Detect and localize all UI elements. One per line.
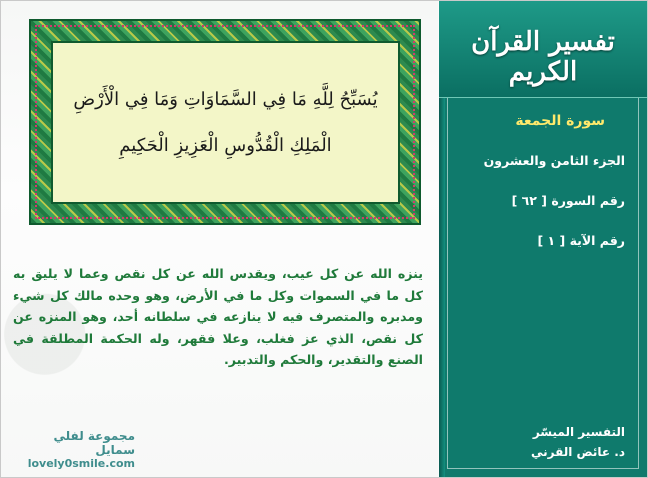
- surah-name: سورة الجمعة: [515, 113, 605, 129]
- verse-line-1: يُسَبِّحُ لِلَّهِ مَا فِي السَّمَاوَاتِ وَمَا فِي الْأَرْضِ: [73, 89, 378, 110]
- surah-number: رقم السورة [ ٦٢ ]: [511, 193, 625, 208]
- verse-box: [51, 41, 400, 204]
- sidebar-header: [439, 1, 647, 98]
- juz-label: الجزء الثامن والعشرون: [483, 153, 625, 168]
- watermark-arabic: مجموعة لفلي سمايل: [53, 429, 135, 457]
- info-sidebar: [439, 1, 647, 477]
- author-name: د. عائض القرني: [530, 445, 625, 459]
- watermark-url: lovely0smile.com: [27, 457, 135, 470]
- site-watermark: [15, 429, 135, 470]
- content-panel: [1, 1, 438, 477]
- verse-line-2: الْمَلِكِ الْقُدُّوسِ الْعَزِيزِ الْحَكِيمِ: [119, 135, 332, 156]
- tafsir-text: ينزه الله عن كل عيب، ويقدس الله عن كل نقص وعما لا يليق به كل ما في السموات وكل ما في الأرض، وهو وحده مالك كل شيء ومدبره والمتصرف فيه لا ينازعه في سلطانه أحد، وهو المنزه عن كل نقص، الذي عز فغلب، وعلا فقهر، وله الحكمة المطلقة في الصنع والتقدير، والحكم والتدبير.: [13, 266, 423, 367]
- tafsir-name: التفسير الميسّر: [532, 425, 625, 439]
- ayah-number: رقم الآية [ ١ ]: [537, 233, 625, 248]
- brand-title: تفسير القرآن الكريم: [471, 27, 615, 87]
